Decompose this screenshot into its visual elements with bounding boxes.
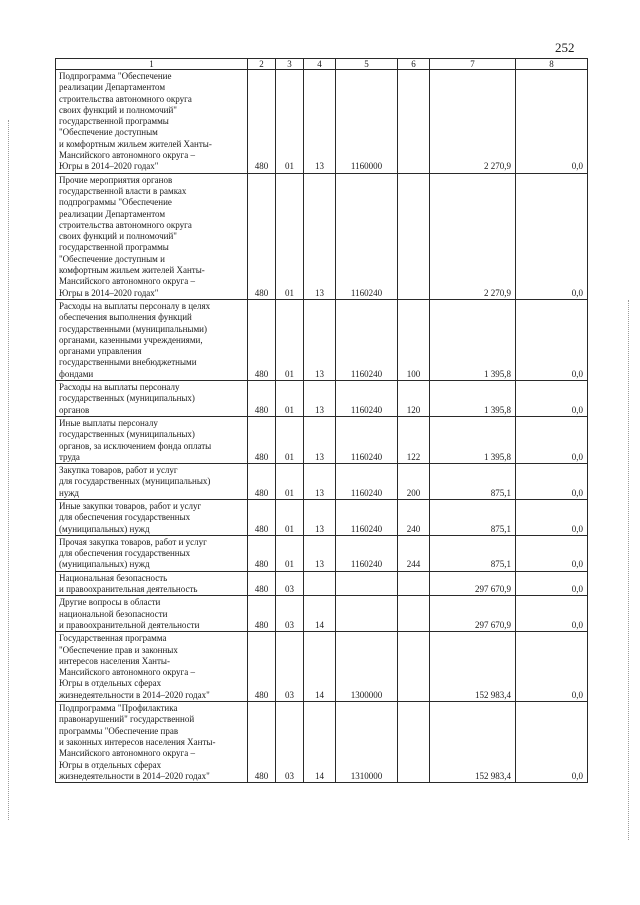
cell-amount: 152 983,4	[430, 632, 516, 702]
cell-amount-extra: 0,0	[516, 499, 588, 535]
cell-ministry: 480	[248, 416, 276, 463]
cell-ministry: 480	[248, 535, 276, 571]
cell-section: 03	[276, 571, 304, 596]
cell-amount: 1 395,8	[430, 299, 516, 380]
table-row	[56, 535, 588, 571]
cell-subsection: 13	[304, 299, 336, 380]
cell-section: 01	[276, 70, 304, 174]
header-col-4: 4	[304, 59, 336, 70]
row-name: Подпрограмма "Профилактика правонарушений" государственной программы "Обеспечение прав и законных интересов населения Ханты- Мансийского автономного округа – Югры в отдельных сферах жизнедеятельности в 2014–2020 годах"	[56, 702, 248, 783]
cell-section: 03	[276, 596, 304, 632]
header-col-3: 3	[276, 59, 304, 70]
cell-subsection: 13	[304, 381, 336, 417]
row-name: Прочая закупка товаров, работ и услуг для обеспечения государственных (муниципальных) нужд	[56, 535, 248, 571]
row-name: Расходы на выплаты персоналу государственных (муниципальных) органов	[56, 381, 248, 417]
cell-expense-type	[398, 596, 430, 632]
row-name: Иные закупки товаров, работ и услуг для обеспечения государственных (муниципальных) нужд	[56, 499, 248, 535]
cell-expense-type: 122	[398, 416, 430, 463]
row-name: Иные выплаты персоналу государственных (муниципальных) органов, за исключением фонда оплаты труда	[56, 416, 248, 463]
cell-target-article: 1160240	[336, 535, 398, 571]
cell-expense-type	[398, 702, 430, 783]
header-col-6: 6	[398, 59, 430, 70]
cell-amount-extra: 0,0	[516, 464, 588, 500]
cell-ministry: 480	[248, 702, 276, 783]
row-name: Подпрограмма "Обеспечение реализации Департаментом строительства автономного округа своих функций и полномочий" государственной программы "Обеспечение доступным и комфортным жильем жителей Ханты- Мансийского автономного округа – Югры в 2014–2020 годах"	[56, 70, 248, 174]
cell-section: 01	[276, 535, 304, 571]
cell-ministry: 480	[248, 381, 276, 417]
cell-expense-type	[398, 571, 430, 596]
cell-target-article	[336, 596, 398, 632]
row-name: Закупка товаров, работ и услуг для государственных (муниципальных) нужд	[56, 464, 248, 500]
cell-amount-extra: 0,0	[516, 535, 588, 571]
table-row	[56, 299, 588, 380]
cell-amount: 875,1	[430, 535, 516, 571]
cell-target-article: 1160240	[336, 381, 398, 417]
row-name: Расходы на выплаты персоналу в целях обеспечения выполнения функций государственными (муниципальными) органами, казенными учреждениями, органами управления государственными внебюджетными фондами	[56, 299, 248, 380]
cell-ministry: 480	[248, 499, 276, 535]
header-col-5: 5	[336, 59, 398, 70]
table-body	[56, 70, 588, 783]
cell-expense-type: 120	[398, 381, 430, 417]
cell-expense-type	[398, 173, 430, 299]
cell-section: 03	[276, 632, 304, 702]
cell-expense-type	[398, 632, 430, 702]
header-col-1: 1	[56, 59, 248, 70]
cell-subsection: 14	[304, 632, 336, 702]
cell-amount-extra: 0,0	[516, 571, 588, 596]
cell-amount: 1 395,8	[430, 381, 516, 417]
table-row	[56, 499, 588, 535]
cell-target-article: 1160240	[336, 173, 398, 299]
cell-section: 01	[276, 173, 304, 299]
table-row	[56, 702, 588, 783]
cell-ministry: 480	[248, 70, 276, 174]
cell-amount-extra: 0,0	[516, 173, 588, 299]
header-col-7: 7	[430, 59, 516, 70]
cell-ministry: 480	[248, 173, 276, 299]
cell-amount: 875,1	[430, 464, 516, 500]
cell-amount: 875,1	[430, 499, 516, 535]
cell-amount-extra: 0,0	[516, 381, 588, 417]
cell-target-article: 1160240	[336, 416, 398, 463]
cell-target-article: 1160240	[336, 299, 398, 380]
cell-subsection: 14	[304, 596, 336, 632]
cell-target-article: 1310000	[336, 702, 398, 783]
cell-subsection: 13	[304, 70, 336, 174]
table-row	[56, 571, 588, 596]
cell-ministry: 480	[248, 299, 276, 380]
cell-amount-extra: 0,0	[516, 596, 588, 632]
table-row	[56, 173, 588, 299]
cell-ministry: 480	[248, 464, 276, 500]
cell-target-article: 1160240	[336, 499, 398, 535]
row-name: Прочие мероприятия органов государственной власти в рамках подпрограммы "Обеспечение реализации Департаментом строительства автономного округа своих функций и полномочий" государственной программы "Обеспечение доступным и комфортным жильем жителей Ханты- Мансийского автономного округа – Югры в 2014–2020 годах"	[56, 173, 248, 299]
cell-subsection	[304, 571, 336, 596]
cell-target-article: 1160000	[336, 70, 398, 174]
cell-target-article: 1300000	[336, 632, 398, 702]
cell-amount-extra: 0,0	[516, 632, 588, 702]
cell-amount: 297 670,9	[430, 571, 516, 596]
scan-edge-left	[8, 120, 10, 820]
cell-expense-type: 200	[398, 464, 430, 500]
cell-section: 01	[276, 499, 304, 535]
cell-subsection: 13	[304, 173, 336, 299]
cell-amount: 297 670,9	[430, 596, 516, 632]
cell-expense-type: 244	[398, 535, 430, 571]
cell-amount-extra: 0,0	[516, 702, 588, 783]
cell-ministry: 480	[248, 596, 276, 632]
scan-edge-right	[628, 300, 630, 840]
cell-expense-type: 100	[398, 299, 430, 380]
table-row	[56, 596, 588, 632]
cell-amount: 2 270,9	[430, 173, 516, 299]
cell-subsection: 13	[304, 416, 336, 463]
table-row	[56, 464, 588, 500]
cell-target-article	[336, 571, 398, 596]
row-name: Национальная безопасность и правоохранительная деятельность	[56, 571, 248, 596]
cell-ministry: 480	[248, 571, 276, 596]
cell-subsection: 13	[304, 499, 336, 535]
cell-ministry: 480	[248, 632, 276, 702]
cell-subsection: 14	[304, 702, 336, 783]
cell-section: 03	[276, 702, 304, 783]
budget-table	[55, 58, 588, 783]
cell-subsection: 13	[304, 535, 336, 571]
row-name: Государственная программа "Обеспечение прав и законных интересов населения Ханты- Мансийского автономного округа – Югры в отдельных сферах жизнедеятельности в 2014–2020 годах"	[56, 632, 248, 702]
cell-section: 01	[276, 299, 304, 380]
header-col-2: 2	[248, 59, 276, 70]
cell-section: 01	[276, 381, 304, 417]
row-name: Другие вопросы в области национальной безопасности и правоохранительной деятельности	[56, 596, 248, 632]
table-row	[56, 632, 588, 702]
cell-target-article: 1160240	[336, 464, 398, 500]
header-row	[56, 59, 588, 70]
cell-amount-extra: 0,0	[516, 416, 588, 463]
cell-amount: 2 270,9	[430, 70, 516, 174]
page-number: 252	[555, 40, 575, 55]
cell-amount-extra: 0,0	[516, 299, 588, 380]
table-row	[56, 381, 588, 417]
table-row	[56, 416, 588, 463]
cell-amount: 152 983,4	[430, 702, 516, 783]
table-row	[56, 70, 588, 174]
cell-amount: 1 395,8	[430, 416, 516, 463]
cell-amount-extra: 0,0	[516, 70, 588, 174]
header-col-8: 8	[516, 59, 588, 70]
cell-expense-type	[398, 70, 430, 174]
cell-section: 01	[276, 416, 304, 463]
cell-expense-type: 240	[398, 499, 430, 535]
cell-section: 01	[276, 464, 304, 500]
cell-subsection: 13	[304, 464, 336, 500]
